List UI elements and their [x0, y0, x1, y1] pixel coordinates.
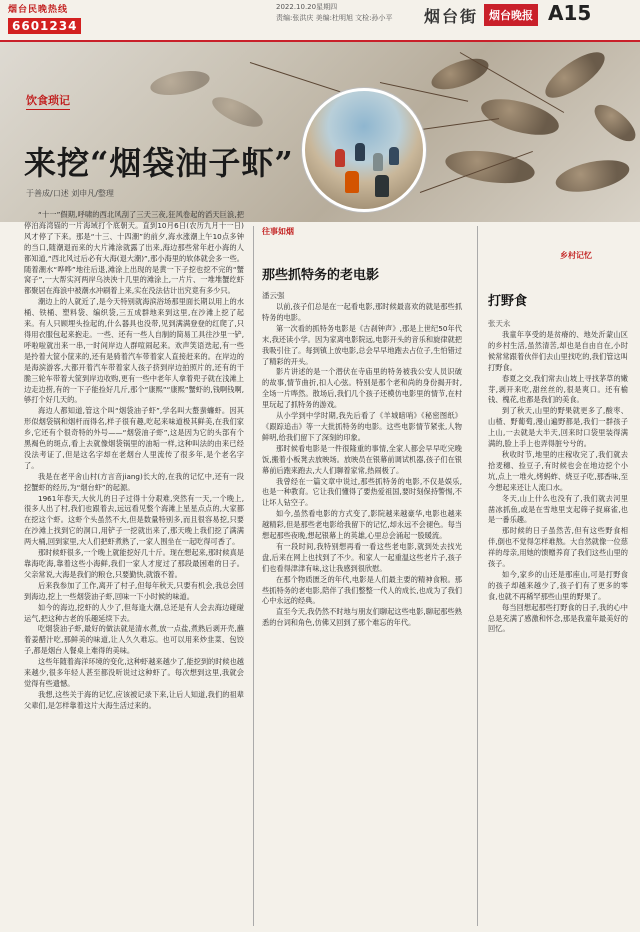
- column-divider: [253, 226, 254, 926]
- page-number: A15: [548, 1, 592, 25]
- main-byline: 于善成/口述 刘申凡/整理: [26, 189, 114, 198]
- paragraph: 从小学到中学时期,我先后看了《羊城暗哨》《秘密图纸》《跟踪追击》等一大批抓特务的电影。这些电影情节紧张,人物鲜明,给我们留下了深刻的印象。: [262, 411, 462, 442]
- paragraph: 冬天,山上什么也没有了,我们就去河里凿冰抓鱼,或是在雪地里支起筛子捉麻雀,也是一番乐趣。: [488, 493, 628, 525]
- section-name: 烟台街: [424, 7, 479, 26]
- issue-date: 2022.10.20星期四: [276, 3, 338, 11]
- middle-author: 潘云强: [262, 291, 285, 300]
- paragraph: 影片讲述的是一个潜伏在寺庙里的特务被我公安人员识破的故事,情节曲折,扣人心弦。特别是那个老和尚的身份揭开时,全场一片哗然。散场后,我们几个孩子还模仿电影里的情节,在村里玩起了抓特务的游戏。: [262, 367, 462, 410]
- right-article-body: [488, 330, 628, 926]
- paragraph: 直至今天,我仍然不时地与朋友们聊起这些电影,聊起那些熟悉的台词和角色,仿佛又回到了那个难忘的年代。: [262, 607, 462, 628]
- person-figure: [355, 143, 365, 161]
- section-kicker: 饮食琐记: [26, 92, 70, 110]
- paragraph: 我曾经在一篇文章中说过,那些抓特务的电影,不仅是娱乐,也是一种教育。它让我们懂得了要热爱祖国,要时刻保持警惕,不让坏人钻空子。: [262, 476, 462, 508]
- middle-headline: 那些抓特务的老电影: [262, 268, 380, 283]
- middle-section-tag: 往事如烟: [262, 227, 294, 236]
- main-article-body: [24, 210, 244, 926]
- paragraph: 我想,这些关于海的记忆,应该被记录下来,让后人知道,我们的祖辈父辈们,是怎样靠着这片大海生活过来的。: [24, 689, 244, 710]
- paragraph: 我是在老平舍山村(方言音jiang)长大的,在我的记忆中,还有一段挖蟹虾的经历,为“烟台虾”的起源。: [24, 471, 244, 492]
- paragraph: 秋收时节,地里的庄稼收完了,我们就去拾麦穗、捡豆子,有时候也会在地边挖个小坑,点上一堆火,烤蚂蚱、烧豆子吃,那香味,至今想起来还让人流口水。: [488, 449, 628, 492]
- paragraph: “十一”假期,呼啸的西北风刮了三天三夜,狂风卷起的滔天巨浪,把停泊海湾锚的一片海域打个底朝天。直到10月6日(农历九月十一日)风才停了下来。那是“十三、十四潮”的前夕,海水涨潮上午10点多钟的当口,随潮退而来的大片滩涂就露了出来,海边那些常年赶小海的人都知道,“西北风过后必有大海(退大潮)”,那小海里的软体就会多一些。随着潮水“哗哗”地往后退,滩涂上出现的是黄一下子挖也挖不完的“蟹窝子”,一大帮实河两岸乌泱泱十几里的滩涂上,一片片、一堆堆蟹纥虾都聚居在海浪中被潮水冲刷着上来,实在没法估计出究竟有多少只。: [24, 210, 244, 296]
- paragraph: 如今的海边,挖虾的人少了,但每逢大潮,总还是有人会去海边碰碰运气,把这种古老的乐趣延续下去。: [24, 602, 244, 623]
- paragraph: 到了秋天,山里的野果就更多了,酸枣、山楂、野葡萄,漫山遍野都是,我们一群孩子上山,一去就是大半天,回来时口袋里装得满满的,脸上手上也弄得脏兮兮的。: [488, 406, 628, 449]
- hotline-label: 烟台民晚热线: [8, 5, 69, 15]
- paragraph: 那时候看电影是一件很隆重的事情,全家人都会早早吃完晚饭,搬着小板凳去放映场。放映员在银幕前调试机器,孩子们在银幕前后跑来跑去,大人们聊着家常,热闹极了。: [262, 443, 462, 475]
- shrimp-shape: [149, 67, 212, 99]
- issue-meta: [276, 2, 416, 24]
- person-figure: [389, 147, 399, 165]
- right-section-tag: 乡村记忆: [560, 251, 592, 260]
- paragraph: 这些年随着海洋环境的变化,这种虾越来越少了,能挖到的时候也越来越少,很多年轻人甚至都没听说过这种虾了。每次想到这里,我就会觉得有些遗憾。: [24, 657, 244, 688]
- paragraph: 如今,家乡的山还是那座山,可是打野食的孩子却越来越少了,孩子们有了更多的零食,也就不再稀罕那些山里的野果了。: [488, 569, 628, 601]
- person-figure: [373, 153, 383, 171]
- paragraph: 后来我参加了工作,离开了村子,但每年秋天,只要有机会,我总会回到海边,挖上一些烟袋油子虾,回味一下小时候的味道。: [24, 580, 244, 601]
- paragraph: 1961年春天,大伙儿的日子过得十分艰难,突然有一天,一个晚上,很多人出了村,我们也跟着去,远远看见整个海滩上星星点点的,大家都在挖这个虾。这虾个头虽然不大,但是数量特别多,而且很容易挖,只要在沙滩上找到它的洞口,用铲子一挖就出来了,那天晚上我们挖了满满两大桶,回到家里,大人们把虾煮熟了,一家人围坐在一起吃得可香了。: [24, 493, 244, 547]
- paragraph: 每当回想起那些打野食的日子,我的心中总是充满了感激和怀念,那是我童年最美好的回忆。: [488, 602, 628, 634]
- middle-article-body: [262, 302, 462, 926]
- person-figure: [345, 171, 359, 193]
- paragraph: 以前,孩子们总是在一起看电影,那时候最喜欢的就是那些抓特务的电影。: [262, 302, 462, 322]
- newspaper-logo: 烟台晚报: [484, 4, 538, 26]
- column-divider: [477, 226, 478, 926]
- person-figure: [375, 175, 389, 197]
- shrimp-shape: [553, 155, 632, 198]
- paragraph: 有一段时间,我特别想再看一看这些老电影,就到处去找光盘,后来在网上也找到了不少。和家人一起重温这些老片子,孩子们也看得津津有味,这让我感到很欣慰。: [262, 541, 462, 573]
- paragraph: 我童年享受的是贫瘠的、地处沂蒙山区的乡村生活,虽然清苦,却也是自由自在,小时候常常跟着伙伴们去山里找吃的,我们管这叫打野食。: [488, 330, 628, 372]
- paragraph: 在那个物质匮乏的年代,电影是人们最主要的精神食粮。那些抓特务的老电影,陪伴了我们整整一代人的成长,也成为了我们心中永远的经典。: [262, 574, 462, 606]
- main-headline: 来挖“烟袋油子虾”: [24, 144, 294, 182]
- paragraph: 如今,虽然看电影的方式变了,影院越来越豪华,电影也越来越精彩,但是那些老电影给我留下的记忆,却永远不会褪色。每当想起那些夜晚,想起银幕上的英雄,心里总会涌起一股暖流。: [262, 509, 462, 541]
- paragraph: 那时候的日子虽然苦,但有这些野食相伴,倒也不觉得怎样难熬。大自然就像一位慈祥的母亲,用她的馈赠养育了我们这些山里的孩子。: [488, 526, 628, 569]
- shrimp-shape: [589, 99, 640, 148]
- editor-line: 责编:张洪庆 美编:杜明旭 文检:孙小平: [276, 14, 393, 22]
- shrimp-shape: [477, 92, 562, 142]
- hotline-number: 6601234: [8, 18, 81, 34]
- person-figure: [335, 149, 345, 167]
- paragraph: 吃烟袋油子虾,最好的做法就是清水煮,放一点盐,煮熟后剥开壳,蘸着姜醋汁吃,那鲜美的味道,让人久久难忘。也可以用来炒韭菜、包饺子,都是烟台人餐桌上难得的美味。: [24, 624, 244, 656]
- paragraph: 第一次看的抓特务电影是《古刹钟声》,那是上世纪50年代末,我还读小学。因为家离电影院远,电影开头的音乐和旋律就把我吸引住了。每到镇上放电影,总会早早地跑去占位子,生怕错过了精彩的开头。: [262, 323, 462, 366]
- paragraph: 海边人都知道,管这个叫“烟袋油子虾”,学名叫大螯蜚蠊虾。因其形似烟袋锅和烟杆而得名,样子很有趣,吃起来味道极其鲜美,在我们家乡,它还有个很奇特的外号——“烟袋油子虾”,这是因为它的头部有个黑褐色的斑点,看上去就像烟袋锅里的油垢一样,这种叫法的由来已经没法考证了,但是这名字却在老烟台人里流传了很多年,是个老名字了。: [24, 406, 244, 470]
- paragraph: 那时候虾很多,一个晚上就能挖好几十斤。现在想起来,那时候真是靠海吃海,靠着这些小海鲜,我们一家人才度过了那段最困难的日子。父亲常说,大海是我们的粮仓,只要勤快,就饿不着。: [24, 548, 244, 579]
- right-author: 张天永: [488, 319, 511, 328]
- beach-digging-photo: [302, 88, 426, 212]
- hotline-block: [8, 2, 100, 40]
- shrimp-shape: [428, 52, 493, 95]
- shrimp-shape: [539, 44, 611, 105]
- paragraph: 春夏之交,我们常去山坡上寻找茅草的嫩芽,剥开来吃,甜丝丝的,很是爽口。还有榆钱、槐花,也都是我们的美食。: [488, 373, 628, 405]
- right-headline: 打野食: [488, 294, 528, 309]
- paragraph: 潮边上的人就近了,是今天特别就海滨浴场那里面长期以用上的水桶、铁桶、塑料袋、编织袋,三五成群地来到这里,在沙滩上挖了起来。有人只顾埋头捡起的,什么器具也没带,见到满满登登的红爬了,只得用衣服包起来抱走。一些、还有一些人自制的简易工具往沙里一铲,呼啦啦就出来一串,一时间岸边人群喧闹起来。欢声笑语迭起,有一些是拎着大筐小筐来的,还有是骑着汽车带着家人直接赶来的。在岸边的是海滨游客,大都开着汽车带着家人孩子挤到岸边拍照片的,还有的干脆三轮车带着大筐到岸边收购,更有一些中老年人拿着兜子就在浅滩上边走边捞,有的一下子能捡好几斤,那个“康熙”“康熙”蟹虾的,钱啊钱啊,够打个好几天的。: [24, 297, 244, 405]
- shrimp-shape: [208, 91, 266, 132]
